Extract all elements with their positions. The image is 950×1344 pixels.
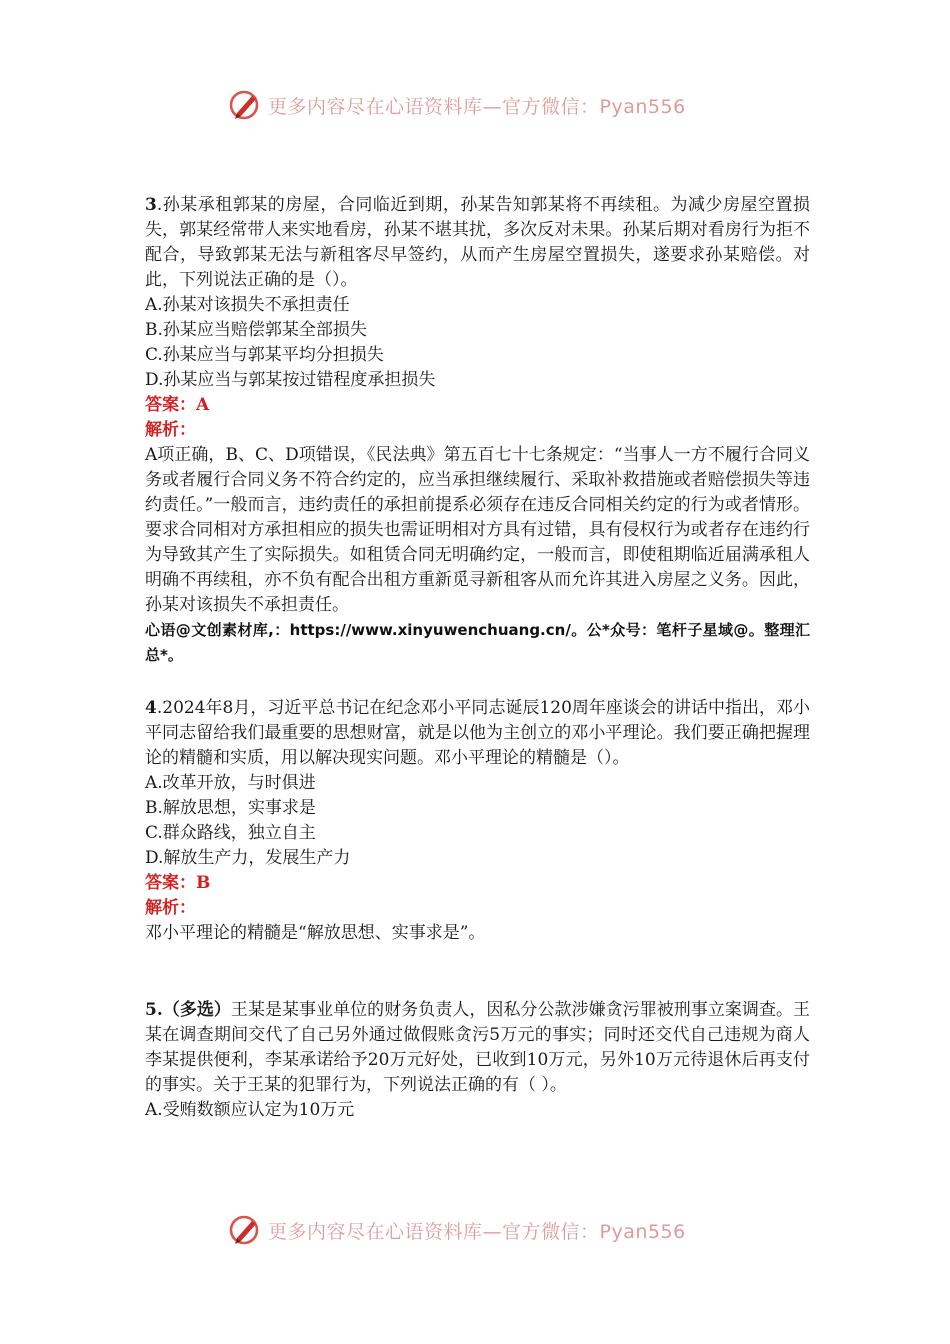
- pen-logo-icon: [228, 88, 262, 122]
- option: B.解放思想，实事求是: [145, 798, 316, 818]
- option: A.受贿数额应认定为10万元: [145, 1100, 355, 1120]
- analysis-label: 解析：: [145, 420, 196, 440]
- question-5-stem: 5.（多选）王某是某事业单位的财务负责人，因私分公款涉嫌贪污罪被刑事立案调查。王某在调查期间交代了自己另外通过做假账贪污5万元的事实；同时还交代自己违规为商人李某提供便利，李某承诺给予20万元好处，已收到10万元，另外10万元待退休后再支付的事实。关于王某的犯罪行为，下列说法正确的有（ ）。: [145, 1000, 811, 1095]
- header-banner: [228, 85, 728, 125]
- source-note: 心语@文创素材库,：https://www.xinyuwenchuang.cn/。公*众号：笔杆子星域@。整理汇总*。: [145, 621, 810, 664]
- question-number: 4: [145, 698, 157, 718]
- option: D.解放生产力，发展生产力: [145, 848, 351, 868]
- answer-label: 答案：A: [145, 395, 210, 415]
- question-3-stem: 3.孙某承租郭某的房屋，合同临近到期，孙某告知郭某将不再续租。为减少房屋空置损失，郭某经常带人来实地看房，孙某不堪其扰，多次反对未果。孙某后期对看房行为拒不配合，导致郭某无法与新租客尽早签约，从而产生房屋空置损失，遂要求孙某赔偿。对此，下列说法正确的是（）。: [145, 195, 810, 290]
- analysis-text: 邓小平理论的精髓是“解放思想、实事求是”。: [145, 923, 486, 943]
- document-body: [145, 193, 810, 1123]
- option: C.群众路线，独立自主: [145, 823, 316, 843]
- option: A.孙某对该损失不承担责任: [145, 295, 350, 315]
- analysis-text: A项正确，B、C、D项错误，《民法典》第五百七十七条规定：“当事人一方不履行合同义务或者履行合同义务不符合约定的，应当承担继续履行、采取补救措施或者赔偿损失等违约责任。”一般而言，违约责任的承担前提系必须存在违反合同相关约定的行为或者情形。要求合同相对方承担相应的损失也需证明相对方具有过错，具有侵权行为或者存在违约行为导致其产生了实际损失。如租赁合同无明确约定，一般而言，即使租期临近届满承租人明确不再续租，亦不负有配合出租方重新觅寻新租客从而允许其进入房屋之义务。因此，孙某对该损失不承担责任。: [145, 445, 810, 615]
- answer-label: 答案：B: [145, 873, 211, 893]
- option: C.孙某应当与郭某平均分担损失: [145, 345, 384, 365]
- question-number: 3: [145, 195, 157, 215]
- banner-text: 更多内容尽在心语资料库—官方微信：Pyan556: [268, 1220, 686, 1243]
- pen-logo-icon: [228, 1213, 262, 1247]
- option: A.改革开放，与时俱进: [145, 773, 316, 793]
- analysis-label: 解析：: [145, 898, 196, 918]
- banner-text: 更多内容尽在心语资料库—官方微信：Pyan556: [268, 95, 686, 118]
- option: B.孙某应当赔偿郭某全部损失: [145, 320, 367, 340]
- question-number: 5.（多选）: [145, 1000, 231, 1020]
- footer-banner: [228, 1210, 728, 1250]
- option: D.孙某应当与郭某按过错程度承担损失: [145, 370, 436, 390]
- question-4-stem: 4.2024年8月，习近平总书记在纪念邓小平同志诞辰120周年座谈会的讲话中指出，邓小平同志留给我们最重要的思想财富，就是以他为主创立的邓小平理论。我们要正确把握理论的精髓和实质，用以解决现实问题。邓小平理论的精髓是（）。: [145, 698, 810, 768]
